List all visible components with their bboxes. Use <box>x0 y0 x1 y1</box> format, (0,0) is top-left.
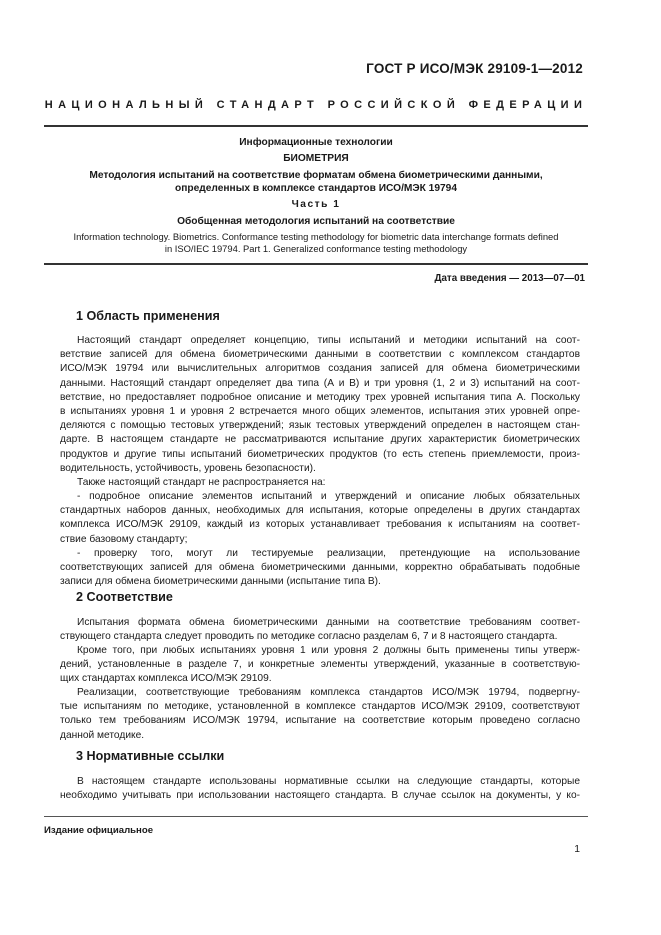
part-label: Часть 1 <box>291 199 341 210</box>
text-line: деляются с помощью тестовых утверждений; язык тестовых утверждений определен в настоящем стан- <box>60 420 580 432</box>
text-line: ствующего стандарта следует проводить по методике согласно разделам 6, 7 и 8 настоящего стандарта. <box>60 631 558 643</box>
text-line: Настоящий стандарт определяет концепцию, типы испытаний и методики испытаний на соот- <box>77 335 580 346</box>
text-line: Реализации, соответствующие требованиям комплекса стандартов ИСО/МЭК 19794, подвергну- <box>77 687 580 698</box>
text-line: - подробное описание элементов испытаний и утверждений и описание любых обязательных <box>77 491 580 502</box>
header-divider <box>44 125 588 127</box>
text-line: данной методике. <box>60 729 145 741</box>
section-2-heading: 2 Соответствие <box>76 590 173 604</box>
text-line: ИСО/МЭК 19794 или вычислительных алгоритмов создания записей для обмена биометрическими <box>60 363 580 375</box>
section-2-paragraph-3 <box>60 686 580 743</box>
text-line: водительность, устойчивость, уровень безопасности). <box>60 462 316 474</box>
text-line: ветствие, но предоставляет подробное описание и методику трех уровней испытания типа А. Поскольку <box>60 391 580 403</box>
section-1-list-item-2 <box>60 547 580 590</box>
text-line: только тем требованиям ИСО/МЭК 19794, испытание на соответствие которым проведено согласно <box>60 715 580 727</box>
text-line: в испытаниях уровня 1 и уровня 2 встречается много общих элементов, испытания этих уровней опре- <box>60 405 580 417</box>
text-line: тые испытаниям по методике, установленной в комплексе стандартов ИСО/МЭК 29109, соответствуют <box>60 701 580 713</box>
text-line: необходимо учитывать при использовании настоящего стандарта. В случае ссылок на документы, у ко- <box>60 790 580 802</box>
title-line-1: Информационные технологии <box>239 137 393 148</box>
section-3-paragraph-1 <box>60 775 580 803</box>
text-line: щих стандартах комплекса ИСО/МЭК 29109. <box>60 673 272 685</box>
introduction-date: Дата введения — 2013—07—01 <box>434 273 585 284</box>
text-line: дений, установленные в разделе 7, и конкретные элементы утверждений, указанные в соответствую- <box>60 659 580 671</box>
section-1-paragraph-1 <box>60 334 580 476</box>
section-2-paragraph-1 <box>60 616 580 644</box>
text-line: дарте. В настоящем стандарте не рассматриваются испытание других характеристик биометрических <box>60 434 580 446</box>
text-line: данными. Настоящий стандарт определяет два типа (А и В) и три уровня (1, 2 и 3) испытаний на соот- <box>60 377 580 389</box>
title-english-line-2: in ISO/IEC 19794. Part 1. Generalized conformance testing methodology <box>164 243 468 254</box>
document-number: ГОСТ Р ИСО/МЭК 29109-1—2012 <box>366 61 583 76</box>
text-line: соответствующих записей для обмена биометрическими данными, корректно обрабатывать подобные <box>60 562 580 574</box>
title-english-line-1: Information technology. Biometrics. Conformance testing methodology for biometric data interchange formats defined <box>73 231 559 242</box>
footer-divider <box>44 816 588 817</box>
title-divider <box>44 263 588 265</box>
title-line-2: БИОМЕТРИЯ <box>283 153 349 164</box>
national-standard-banner: НАЦИОНАЛЬНЫЙ СТАНДАРТ РОССИЙСКОЙ ФЕДЕРАЦИИ <box>44 99 588 111</box>
text-line: стандартных наборов данных, необходимых для испытания, которые определены в других стандартах <box>60 505 580 517</box>
official-edition-label: Издание официальное <box>44 825 154 836</box>
section-1-paragraph-2 <box>60 476 580 490</box>
title-line-3: Методология испытаний на соответствие форматам обмена биометрическими данными, <box>89 170 543 181</box>
text-line: Испытания формата обмена биометрическими данными на соответствие требованиям соответ- <box>77 617 580 628</box>
section-1-heading: 1 Область применения <box>76 309 220 323</box>
section-2-paragraph-2 <box>60 644 580 687</box>
text-line: комплекса ИСО/МЭК 29109, каждый из которых устанавливает требования к испытаниям на соответ- <box>60 519 580 531</box>
title-subtitle: Обобщенная методология испытаний на соответствие <box>177 216 455 227</box>
text-line: В настоящем стандарте использованы нормативные ссылки на следующие стандарты, которые <box>77 776 580 787</box>
page-number: 1 <box>574 844 580 855</box>
text-line: продуктов и другие типы испытаний биометрических продуктов (то есть степень приемлемости, произ- <box>60 448 580 460</box>
section-1-list-item-1 <box>60 490 580 547</box>
title-line-4: определенных в комплексе стандартов ИСО/МЭК 19794 <box>174 183 458 194</box>
text-line: - проверку того, могут ли тестируемые реализации, претендующие на использование <box>77 548 580 559</box>
text-line: ствие базовому стандарту; <box>60 533 188 545</box>
text-line: Кроме того, при любых испытаниях уровня 1 или уровня 2 должны быть применены типы утверж- <box>77 645 580 656</box>
section-3-heading: 3 Нормативные ссылки <box>76 749 225 763</box>
text-line: записи для обмена биометрическими данными (испытание типа В). <box>60 576 381 588</box>
text-line: Также настоящий стандарт не распространяется на: <box>77 477 326 488</box>
text-line: ветствие записей для обмена биометрическими данными в соответствии с комплексом стандартов <box>60 349 580 361</box>
